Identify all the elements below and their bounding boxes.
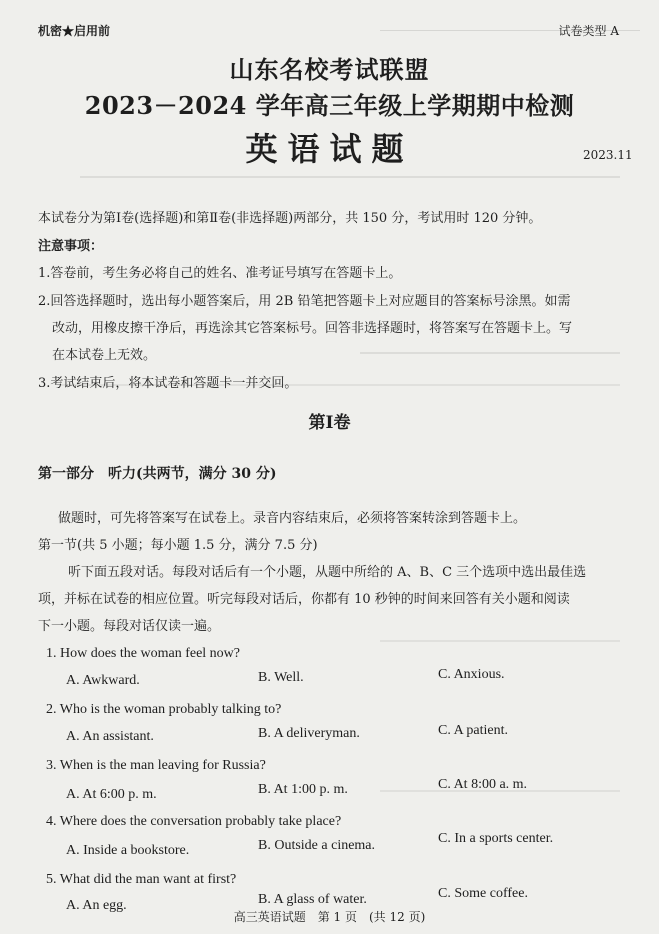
paper-type-label: 试卷类型 A (558, 24, 619, 38)
note-item-1: 1.答卷前，考生务必将自己的姓名、准考证号填写在答题卡上。 (38, 266, 402, 281)
option-c: C. In a sports center. (438, 831, 554, 846)
question-stem: 1. How does the woman feel now? (46, 646, 241, 661)
exam-date: 2023.11 (583, 148, 633, 162)
bleed-through-texture (80, 176, 620, 178)
section1-title: 第一节(共 5 小题；每小题 1.5 分，满分 7.5 分) (38, 538, 318, 553)
option-c: C. A patient. (438, 723, 508, 738)
notes-title: 注意事项： (38, 239, 104, 254)
option-a: A. At 6:00 p. m. (66, 787, 157, 802)
intro-text: 本试卷分为第Ⅰ卷(选择题)和第Ⅱ卷(非选择题)两部分，共 150 分，考试用时 120 分钟。 (38, 211, 542, 226)
note-item-2-line-3: 在本试卷上无效。 (52, 348, 157, 363)
section1-direction-line-3: 下一小题。每段对话仅读一遍。 (38, 619, 221, 634)
option-b: B. Well. (258, 670, 304, 685)
subject-title: 英语试题 (245, 130, 414, 168)
option-b: B. A glass of water. (258, 892, 367, 907)
bleed-through-texture (380, 640, 620, 642)
option-c: C. Some coffee. (438, 886, 528, 901)
question-stem: 4. Where does the conversation probably take place? (46, 814, 342, 829)
option-b: B. At 1:00 p. m. (258, 782, 348, 797)
note-item-2-line-1: 2.回答选择题时，选出每小题答案后，用 2B 铅笔把答题卡上对应题目的答案标号涂黑。如需 (38, 294, 571, 309)
option-a: A. An egg. (66, 898, 127, 913)
question-stem: 3. When is the man leaving for Russia? (46, 758, 266, 773)
option-c: C. Anxious. (438, 667, 505, 682)
part1-title: 第一部分 听力(共两节，满分 30 分) (38, 466, 277, 482)
option-a: A. An assistant. (66, 729, 154, 744)
note-item-3: 3.考试结束后，将本试卷和答题卡一并交回。 (38, 376, 298, 391)
option-c: C. At 8:00 a. m. (438, 777, 528, 792)
option-b: B. Outside a cinema. (258, 838, 376, 853)
bleed-through-texture (360, 352, 620, 354)
option-a: A. Inside a bookstore. (66, 843, 190, 858)
question-stem: 5. What did the man want at first? (46, 872, 237, 887)
confidential-label: 机密★启用前 (38, 24, 111, 38)
page-footer: 高三英语试题 第 1 页 (共 12 页) (233, 910, 426, 924)
note-item-2-line-2: 改动，用橡皮擦干净后，再选涂其它答案标号。回答非选择题时，将答案写在答题卡上。写 (52, 321, 573, 336)
volume-heading: 第Ⅰ卷 (308, 413, 351, 433)
option-b: B. A deliveryman. (258, 726, 360, 741)
exam-term-title: 2023－2024 学年高三年级上学期期中检测 (84, 91, 575, 120)
part1-instruction: 做题时，可先将答案写在试卷上。录音内容结束后，必须将答案转涂到答题卡上。 (58, 511, 527, 526)
option-a: A. Awkward. (66, 673, 140, 688)
exam-alliance-title: 山东名校考试联盟 (229, 55, 430, 84)
section1-direction-line-1: 听下面五段对话。每段对话后有一个小题，从题中所给的 A、B、C 三个选项中选出最佳选 (68, 565, 587, 580)
section1-direction-line-2: 项，并标在试卷的相应位置。听完每段对话后，你都有 10 秒钟的时间来回答有关小题和阅读 (38, 592, 570, 607)
question-stem: 2. Who is the woman probably talking to? (46, 702, 282, 717)
